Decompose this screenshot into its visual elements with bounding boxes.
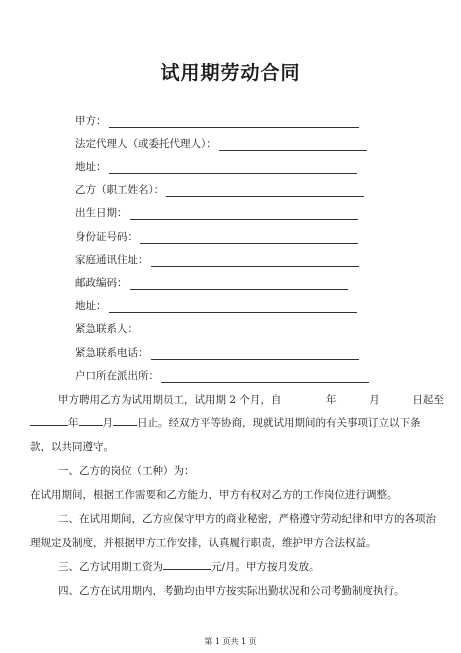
party-a-label: 甲方： bbox=[75, 115, 107, 127]
birth-date-field bbox=[75, 205, 358, 220]
birth-date-input-line[interactable] bbox=[130, 208, 358, 220]
address-b-field bbox=[75, 298, 357, 313]
postal-code-field bbox=[75, 275, 348, 290]
clause-3 bbox=[58, 559, 320, 574]
end-day-blank[interactable] bbox=[113, 415, 137, 426]
party-a-field bbox=[75, 113, 359, 128]
id-number-field bbox=[75, 229, 358, 244]
party-b-input-line[interactable] bbox=[166, 185, 364, 197]
page-footer: 第 1 页共 1 页 bbox=[204, 637, 257, 646]
end-month-blank[interactable] bbox=[79, 415, 103, 426]
clause-1-body: 在试用期间，根据工作需要和乙方能力，甲方有权对乙方的工作岗位进行调整。 bbox=[30, 489, 398, 501]
party-a-input-line[interactable] bbox=[109, 116, 359, 128]
intro-month: 月 bbox=[369, 394, 380, 406]
party-b-field bbox=[75, 182, 364, 197]
emergency-phone-label: 紧急联系电话： bbox=[75, 347, 149, 359]
address-a-field bbox=[75, 159, 357, 174]
clause-3-suffix: 元/月。甲方按月发放。 bbox=[211, 561, 320, 573]
address-b-input-line[interactable] bbox=[109, 301, 357, 313]
id-number-input-line[interactable] bbox=[140, 232, 358, 244]
intro-line-3: 款，以共同遵守。 bbox=[30, 441, 114, 453]
clause-3-prefix: 三、乙方试用期工资为 bbox=[58, 561, 163, 573]
clause-2-line-2: 理规定及制度，并根据甲方工作安排，认真履行职责，维护甲方合法权益。 bbox=[30, 537, 377, 549]
clause-4: 四、乙方在试用期内，考勤均由甲方按实际出勤状况和公司考勤制度执行。 bbox=[58, 585, 405, 597]
home-address-input-line[interactable] bbox=[151, 255, 359, 267]
party-b-label: 乙方（职工姓名）： bbox=[75, 184, 165, 196]
id-number-label: 身份证号码： bbox=[75, 231, 138, 243]
postal-code-input-line[interactable] bbox=[130, 278, 348, 290]
clause-2-line-1: 二、在试用期间，乙方应保守甲方的商业秘密，严格遵守劳动纪律和甲方的各项治 bbox=[58, 513, 436, 525]
emergency-contact-field bbox=[75, 321, 138, 336]
hukou-police-field bbox=[75, 368, 369, 383]
emergency-contact-label: 紧急联系人： bbox=[75, 323, 138, 335]
postal-code-label: 邮政编码： bbox=[75, 277, 128, 289]
intro-year: 年 bbox=[326, 394, 337, 406]
address-a-input-line[interactable] bbox=[109, 162, 357, 174]
end-year-blank[interactable] bbox=[30, 415, 68, 426]
intro-month-2: 月 bbox=[102, 417, 113, 429]
clause-1-title: 一、乙方的岗位（工种）为： bbox=[58, 465, 195, 477]
address-b-label: 地址： bbox=[75, 300, 107, 312]
legal-rep-input-line[interactable] bbox=[219, 139, 367, 151]
intro-line-2 bbox=[30, 415, 421, 430]
legal-rep-field bbox=[75, 136, 367, 151]
legal-rep-label: 法定代理人（或委托代理人）： bbox=[75, 138, 217, 150]
home-address-field bbox=[75, 252, 359, 267]
emergency-phone-input-line[interactable] bbox=[151, 348, 359, 360]
hukou-police-label: 户口所在派出所： bbox=[75, 370, 159, 382]
intro-text-1: 甲方聘用乙方为试用期员工，试用期 2 个月，自 bbox=[58, 394, 282, 406]
hukou-police-input-line[interactable] bbox=[161, 371, 369, 383]
salary-blank[interactable] bbox=[163, 559, 211, 570]
intro-year-2: 年 bbox=[68, 417, 79, 429]
intro-text-2: 日止。经双方平等协商，现就试用期间的有关事项订立以下条 bbox=[137, 417, 421, 429]
intro-day-start: 日起至 bbox=[412, 394, 444, 406]
emergency-phone-field bbox=[75, 345, 359, 360]
address-a-label: 地址： bbox=[75, 161, 107, 173]
intro-line-1 bbox=[58, 392, 444, 407]
page-title: 试用期劳动合同 bbox=[160, 62, 301, 84]
home-address-label: 家庭通讯住址： bbox=[75, 254, 149, 266]
birth-date-label: 出生日期： bbox=[75, 207, 128, 219]
